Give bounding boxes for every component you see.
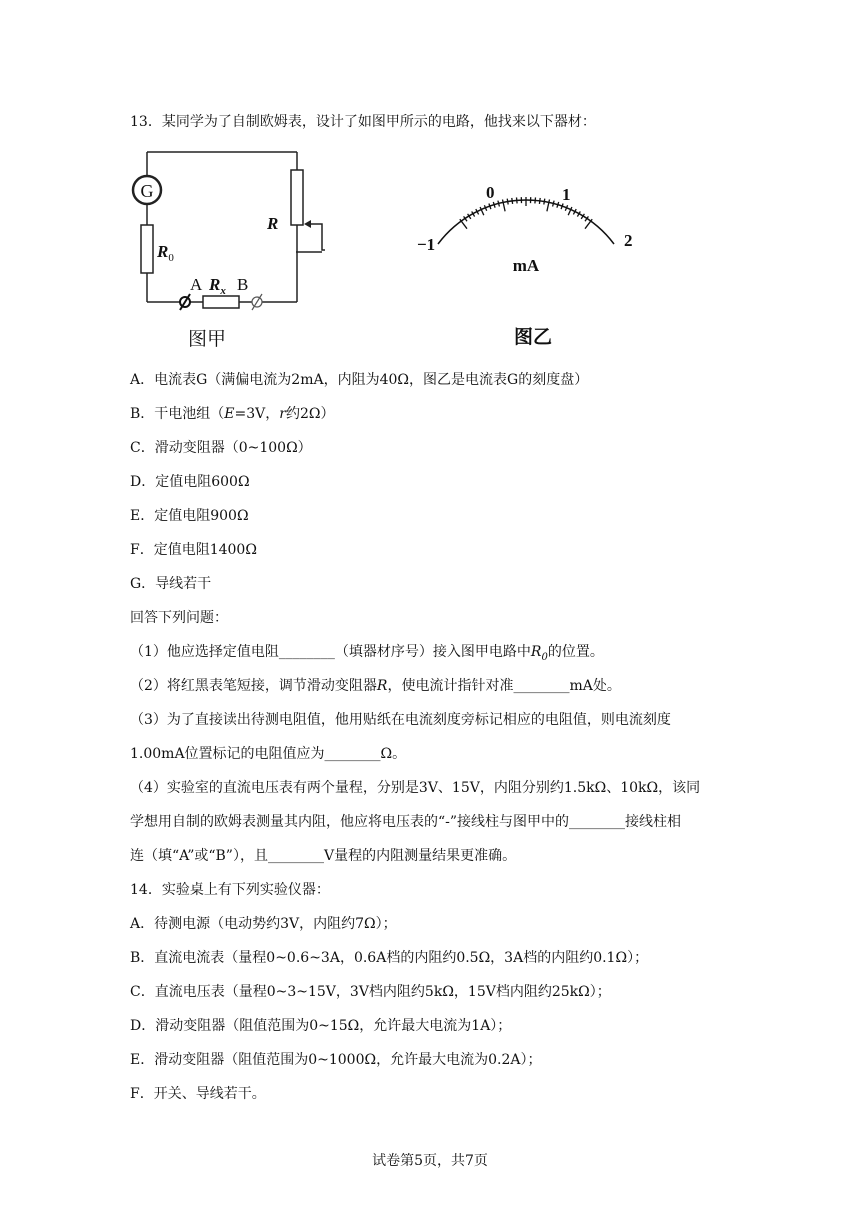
q14-option-b: B．直流电流表（量程0~0.6~3A，0.6A档的内阻约0.5Ω，3A档的内阻约0.1Ω）；	[130, 950, 649, 966]
galvanometer-label: G	[140, 181, 154, 201]
figure-jia-caption: 图甲	[188, 328, 227, 350]
page-footer: 试卷第5页，共7页	[372, 1153, 488, 1169]
figure-yi-caption: 图乙	[514, 326, 553, 348]
r0-subscript: 0	[168, 252, 174, 264]
q13-option-d: D．定值电阻600Ω	[130, 474, 250, 490]
terminal-b-label: B	[237, 275, 249, 294]
q13-sub4-line3: 连（填“A”或“B”），且________V量程的内阻测量结果更准确。	[130, 848, 517, 864]
q13-prompt: 回答下列问题：	[130, 610, 228, 626]
svg-text:R0	[156, 242, 174, 264]
q13-sub2: （2）将红黑表笔短接，调节滑动变阻器R，使电流计指针对准________mA处。	[130, 678, 621, 694]
q13-sub4-line1: （4）实验室的直流电压表有两个量程，分别是3V、15V，内阻分别约1.5kΩ、10kΩ，该同	[130, 780, 701, 796]
svg-text:Rx	[208, 275, 226, 297]
q13-sub4-line2: 学想用自制的欧姆表测量其内阻，他应将电压表的“-”接线柱与图甲中的________接线柱相	[130, 814, 682, 830]
q13-option-b: B．干电池组（E=3V，r约2Ω）	[130, 406, 335, 422]
q14-stem: 14．实验桌上有下列实验仪器：	[130, 882, 330, 898]
q13-option-a: A．电流表G（满偏电流为2mA，内阻为40Ω，图乙是电流表G的刻度盘）	[130, 372, 589, 388]
meter-scale-yi	[405, 172, 645, 282]
q13-sub3-line2: 1.00mA位置标记的电阻值应为________Ω。	[130, 746, 407, 762]
scale-label-0: 0	[486, 183, 495, 202]
q13-stem: 13．某同学为了自制欧姆表，设计了如图甲所示的电路，他找来以下器材：	[130, 114, 596, 130]
circuit-diagram-jia	[125, 140, 325, 340]
rheostat-r	[291, 170, 303, 225]
q13-option-g: G．导线若干	[130, 576, 212, 592]
q14-option-e: E．滑动变阻器（阻值范围为0~1000Ω，允许最大电流为0.2A）；	[130, 1052, 542, 1068]
q13-option-c: C．滑动变阻器（0~100Ω）	[130, 440, 312, 456]
q14-option-d: D．滑动变阻器（阻值范围为0~15Ω，允许最大电流为1A）；	[130, 1018, 512, 1034]
q14-option-a: A．待测电源（电动势约3V，内阻约7Ω）；	[130, 916, 397, 932]
rx-resistor	[203, 296, 239, 308]
scale-label-1: 1	[562, 185, 571, 204]
r0-resistor	[141, 225, 153, 273]
scale-label-2: 2	[624, 231, 633, 250]
q13-option-e: E．定值电阻900Ω	[130, 508, 249, 524]
rx-subscript: x	[220, 285, 226, 297]
scale-label-minus1: −1	[417, 235, 436, 254]
q13-option-f: F．定值电阻1400Ω	[130, 542, 257, 558]
rheostat-label: R	[267, 214, 279, 233]
scale-unit: mA	[512, 256, 540, 275]
meter-arc	[438, 200, 614, 244]
terminal-a-label: A	[190, 275, 203, 294]
r0-label: R	[157, 242, 169, 261]
q14-option-c: C．直流电压表（量程0~3~15V，3V档内阻约5kΩ，15V档内阻约25kΩ）；	[130, 984, 611, 1000]
q13-sub3-line1: （3）为了直接读出待测电阻值，他用贴纸在电流刻度旁标记相应的电阻值，则电流刻度	[130, 712, 671, 728]
q13-sub1: （1）他应选择定值电阻________（填器材序号）接入图甲电路中$R_0$的位置。	[130, 644, 604, 663]
q14-option-f: F．开关、导线若干。	[130, 1086, 266, 1102]
rx-label: R	[209, 275, 221, 294]
